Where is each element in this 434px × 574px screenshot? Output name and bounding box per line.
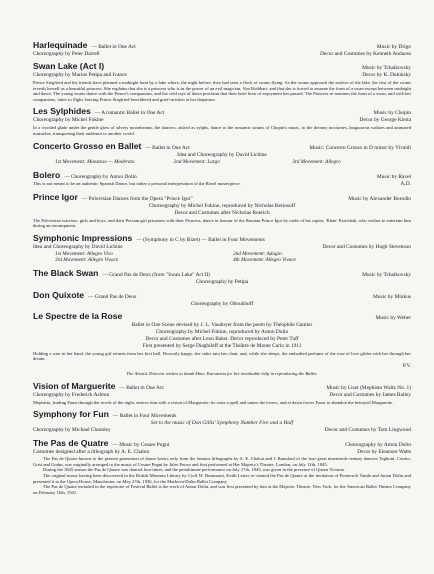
movement: 1st Movement: Allegro Vivo bbox=[55, 250, 113, 257]
entry-vision-of-marguerite bbox=[33, 381, 411, 406]
music-credit: Music: Concerto Grosso in D minor by Vivaldi bbox=[309, 144, 411, 151]
music-credit: Music by Minkus bbox=[372, 293, 411, 300]
decor-credit: Decor by Eleanore Watts bbox=[357, 449, 411, 456]
entry-les-sylphides bbox=[33, 106, 411, 136]
movement: 2nd Movement: Largo bbox=[173, 158, 220, 165]
decor-credit: Decor by K. Dukinsky bbox=[362, 72, 411, 78]
music-credit: Music by Ravel bbox=[376, 173, 411, 180]
music-credit: Music by Weber bbox=[375, 314, 411, 321]
decor-credit: Decor by George Kirsta bbox=[359, 117, 411, 124]
ballet-subtitle: — Ballet in One Act bbox=[145, 144, 190, 151]
first-presented: First presented by Serge Diaghileff at the Théâtre de Monte Carlo in 1911 bbox=[142, 342, 302, 349]
choreography-credit: Choreography by Oboukhoff bbox=[190, 300, 254, 307]
ballet-subtitle: — Choreography by Anton Dolin bbox=[64, 173, 137, 180]
history-paragraph: During the 1845 season the Pas de Quatre was danced four times, and the penultimate performance on July 17th, 1845, was given in the presence of Queen Victoria. bbox=[43, 467, 346, 473]
ballet-title: Swan Lake (Act I) bbox=[33, 61, 105, 71]
choreography-credit: Choreography by Michael Charnley bbox=[33, 427, 111, 434]
entry-bolero bbox=[33, 170, 411, 188]
entry-don-quixote bbox=[33, 290, 411, 308]
history-paragraph: The original music having been discovered in the British Museum Library by Cyril W. Beaumont, Keith Lester re-created the Pas de Quatre at the invitation of Pontresoli Vanda and Anton Dolin and presented it at the Opera House, Manchester, on May 27th, 1936, for the Markova-Dolin Ballet Company. bbox=[33, 472, 411, 484]
acknowledgement-note: The Artistic Director wishes to thank Mme. Karsavina for her invaluable help in reproducing the Ballet. bbox=[126, 370, 318, 376]
music-setting: Set to the music of Don Gillis' Symphony Number Five and a Half bbox=[150, 420, 294, 427]
history-paragraph: The Pas de Quatre included in the repertoire of Festival Ballet is the work of Anton Dolin, and was first presented by him at the Majestic Theatre, New York, for the American Ballet Theatre Company on February 16th, 1941. bbox=[33, 484, 411, 495]
ballet-subtitle: — Ballet in One Act bbox=[119, 384, 164, 391]
ballet-subtitle: — Ballet in One Act bbox=[91, 44, 136, 50]
entry-harlequinade bbox=[33, 40, 411, 58]
entry-black-swan bbox=[33, 268, 411, 286]
ballet-description: Prince Siegfried and his friends have planned a midnight hunt by a lake where, the night before, they had seen a flock of swans flying. As the swans approach the surface of the lake, the first of the swans reveals herself as a beautiful princess. She explains that she is a princess who is in the power of an evil magician, Von Rothbart, and that she is forced to assume the form of a swan except between midnight and dawn. The young swans dance with the Prince's companions, and the cold rays of dawn proclaim that their brief hour of enjoyment has passed. The Princess re-assumes the form of a swan, and with her companions, takes to flight, leaving Prince Siegfried bewildered and grief-stricken at her departure. bbox=[33, 80, 411, 102]
choreography-credit: Choreography by Peter Darrell bbox=[33, 51, 100, 57]
entry-spectre-de-la-rose bbox=[33, 312, 411, 377]
movement: 2nd Movement: Adagio bbox=[233, 250, 282, 257]
entry-prince-igor bbox=[33, 192, 411, 229]
entry-concerto-grosso bbox=[33, 141, 411, 166]
ballet-title: Vision of Marguerite bbox=[33, 380, 116, 391]
author-initials: A.D. bbox=[400, 180, 411, 187]
ballet-subtitle: — Polovtsian Dances from the Opera "Prince Igor" bbox=[81, 195, 193, 202]
music-credit: Music by Tchaikovsky bbox=[362, 65, 411, 71]
programme-page bbox=[33, 40, 411, 499]
movements-list bbox=[33, 159, 411, 166]
decor-credit: Decor and Costumes by Tom Lingwood bbox=[324, 427, 411, 434]
music-credit: Music by Alexander Borodin bbox=[348, 195, 411, 202]
ballet-description: This is not meant to be an authentic Spanish Dance, but rather a personal interpretation of the Ravel masterpiece. bbox=[33, 180, 241, 186]
entry-swan-lake bbox=[33, 62, 411, 102]
ballet-title: Les Sylphides bbox=[33, 106, 91, 117]
movement: 3rd Movement: Allegro bbox=[292, 158, 341, 165]
movement: 4th Movement: Allegro Vivace bbox=[233, 257, 296, 264]
choreography-credit: Choreography by Anton Dolin bbox=[345, 442, 411, 449]
author-initials: P.V. bbox=[402, 362, 411, 369]
movement: 3rd Movement: Allegro Vivace bbox=[55, 257, 119, 264]
ballet-title: Le Spectre de la Rose bbox=[33, 310, 123, 321]
music-credit: Music by Chopin bbox=[373, 110, 411, 117]
music-credit: Music by Drigo bbox=[376, 44, 411, 50]
ballet-title: Symphony for Fun bbox=[33, 409, 109, 420]
idea-credit: Idea and Choreography by David Lichine bbox=[177, 151, 267, 158]
ballet-subtitle: — (Symphony in C by Bizet) — Ballet in Four Movements bbox=[136, 236, 265, 243]
choreography-credit: Choreography by Marius Petipa and Ivanov bbox=[33, 72, 128, 78]
choreography-credit: Choreography by Michel Fokine, reproduced by Nicholas Beriosoff bbox=[148, 202, 296, 209]
ballet-title: The Black Swan bbox=[33, 267, 99, 278]
choreography-credit: Choreography by Petipa bbox=[195, 278, 249, 285]
movements-list bbox=[33, 251, 411, 264]
entry-symphonic-impressions bbox=[33, 233, 411, 264]
ballet-title: Bolero bbox=[33, 169, 61, 180]
decor-credit: Decor and Costumes by James Bailey bbox=[329, 391, 411, 398]
ballet-origin: Ballet in One Scene devised by J. L. Vaudoyer from the poem by Théophile Gautier bbox=[131, 321, 313, 328]
ballet-title: Prince Igor bbox=[33, 191, 78, 202]
movement: 1st Movement: Maestoso — Moderato bbox=[55, 158, 135, 165]
ballet-subtitle: — Grand Pas de Deux (from "Swan Lake" Act II) bbox=[102, 271, 210, 278]
ballet-subtitle: — Grand Pas de Deux bbox=[88, 293, 137, 300]
music-credit: Music by Liszt (Mephisto Waltz No. 1) bbox=[326, 384, 411, 391]
ballet-subtitle: — Ballet in Four Movements bbox=[112, 413, 177, 420]
ballet-subtitle: — A romantic Ballet in One Act bbox=[94, 110, 165, 117]
ballet-subtitle: — Music by Cesare Pugni bbox=[112, 442, 170, 449]
decor-credit: Decor and Costumes after Nicholas Roerich bbox=[174, 209, 270, 216]
choreography-credit: Choreography by Frederick Ashton bbox=[33, 391, 110, 398]
ballet-description: Holding a rose in her hand, the young girl returns from her first ball. Drowsily happy, she sinks into her chair, and, while she sleeps, the embodied perfume of the rose of love glides with her through her dream. bbox=[33, 350, 411, 362]
decor-credit: Decor and Costumes after Leon Bakst. Decor reproduced by Peter Tuff bbox=[145, 335, 299, 342]
ballet-title: Symphonic Impressions bbox=[33, 232, 133, 243]
entry-pas-de-quatre bbox=[33, 438, 411, 495]
entry-symphony-for-fun bbox=[33, 409, 411, 434]
ballet-title: Harlequinade bbox=[33, 40, 88, 50]
costumes-credit: Costumes designed after a lithograph by A. E. Chalon bbox=[33, 449, 150, 456]
choreography-credit: Choreography by Michel Fokine bbox=[33, 117, 104, 124]
music-credit: Music by Tchaikovsky bbox=[362, 271, 411, 278]
ballet-description: The Polovtsian warriors, girls and boys, and their Persian girl prisoners with their Princess, dance in honour of the Russian Prince Igor by order of his captor, 'Khan' Kontchak, who wishes to entertain him during an encampment. bbox=[33, 217, 411, 229]
idea-credit: Idea and Choreography by David Lichine bbox=[33, 243, 123, 250]
decor-credit: Decor and Costumes by Hugh Stevenson bbox=[322, 243, 411, 250]
ballet-title: Concerto Grosso en Ballet bbox=[33, 140, 142, 151]
choreography-credit: Choreography by Michel Fokine, reproduced by Anton Dolin bbox=[155, 328, 289, 335]
history-paragraph: The Pas de Quatre known to the present generation of dance lovers only from the famous lithographs by A. E. Chalon and J. Brandard of the four great nineteenth-century dancers Taglioni, Cerrito, Grisi and Grahn, was originally arranged to the music of Cesare Pugni by Jules Perrot and first performed at Her Majesty's Theatre, London, on July 12th, 1845. bbox=[33, 456, 411, 467]
decor-credit: Decor and Costumes by Kenneth Andaoss bbox=[320, 51, 411, 57]
ballet-title: Don Quixote bbox=[33, 289, 85, 300]
ballet-title: The Pas de Quatre bbox=[33, 438, 109, 449]
ballet-description: Mephisto, leading Faust through the revels of the night, entices him with a vision of Marguerite; he casts a spell and unites the lovers, and at dawn forces Faust to abandon the betrayed Marguerite. bbox=[33, 399, 394, 405]
ballet-description: In a wooded glade under the gentle glow of silvery moonbeams, the dancers, attired as sylphs, dance to the romantic strains of Chopin's music, to the dreamy nocturnes, languorous waltzes and animated mazurkas, transporting their audience to another world. bbox=[33, 125, 411, 136]
